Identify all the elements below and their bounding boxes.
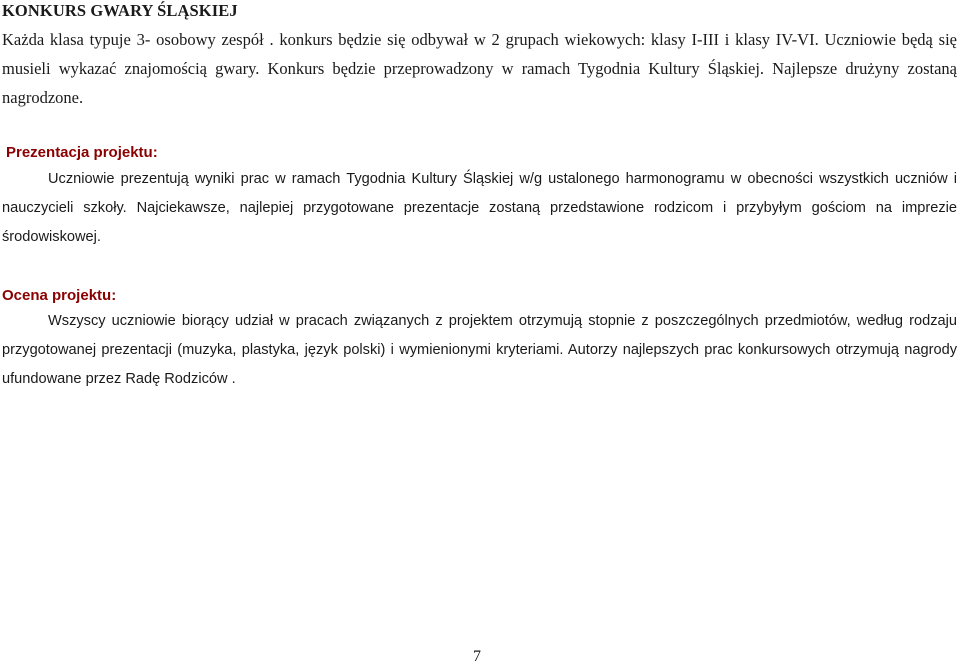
section-body-presentation: Uczniowie prezentują wyniki prac w ramach Tygodnia Kultury Śląskiej w/g ustalonego harmonogramu w obecności wszystkich uczniów i nauczycieli szkoły. Najciekawsze, najlepiej przygotowane prezentacje zostaną przedstawione rodzicom i przybyłym gościom na imprezie środowiskowej. [2, 171, 957, 245]
section-heading-presentation: Prezentacja projektu: [6, 144, 158, 161]
section-body-evaluation: Wszyscy uczniowie biorący udział w pracach związanych z projektem otrzymują stopnie z poszczególnych przedmiotów, według rodzaju przygotowanej prezentacji (muzyka, plastyka, język polski) i wymienionymi kryteriami. Autorzy najlepszych prac konkursowych otrzymują nagrody ufundowane przez Radę Rodziców . [2, 313, 957, 387]
section-heading-evaluation: Ocena projektu: [2, 287, 117, 304]
intro-paragraph: Każda klasa typuje 3- osobowy zespół . konkurs będzie się odbywał w 2 grupach wiekowych: klasy I-III i klasy IV-VI. Uczniowie będą się musieli wykazać znajomością gwary. Konkurs będzie przeprowadzony w ramach Tygodnia Kultury Śląskiej. Najlepsze drużyny zostaną nagrodzone. [2, 30, 957, 107]
page-number: 7 [473, 648, 481, 665]
document-title: KONKURS GWARY ŚLĄSKIEJ [2, 1, 238, 20]
